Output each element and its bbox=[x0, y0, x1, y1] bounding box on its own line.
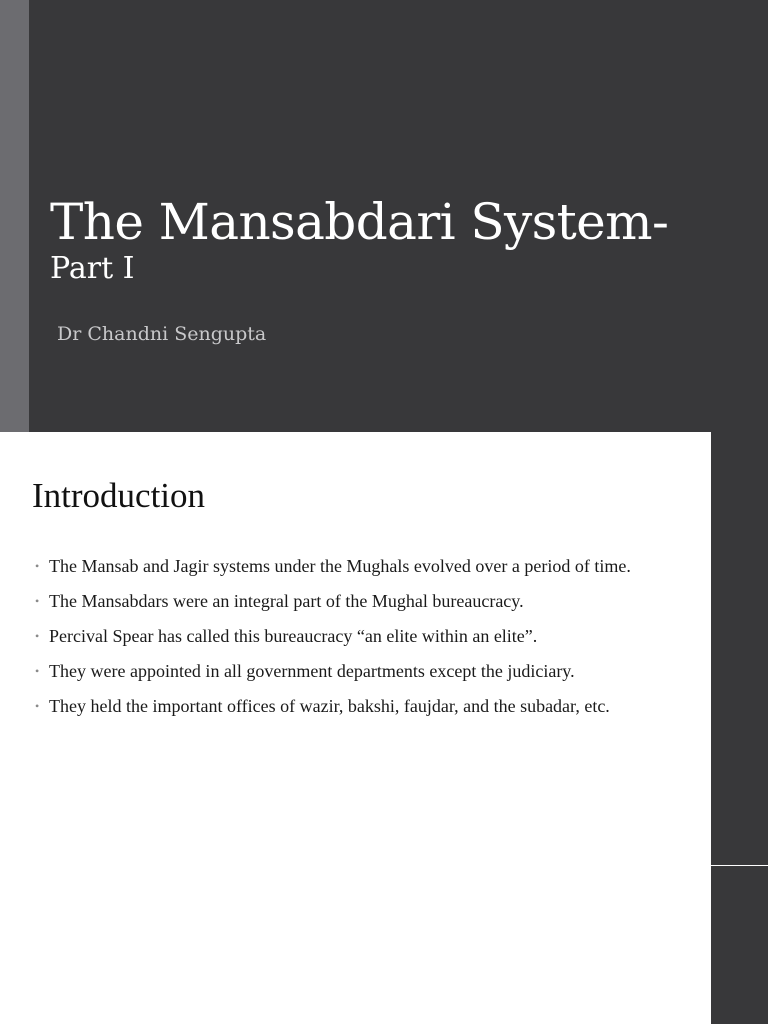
bullet-text: Percival Spear has called this bureaucracy “an elite within an elite”. bbox=[49, 626, 538, 646]
introduction-slide-side-bar-lower bbox=[711, 866, 768, 1024]
title-slide-accent-bar bbox=[0, 0, 29, 432]
introduction-slide bbox=[0, 432, 768, 1024]
title-slide bbox=[0, 0, 768, 432]
bullet-item bbox=[32, 695, 672, 718]
bullet-item bbox=[32, 555, 672, 578]
slide-title: The Mansabdari System- bbox=[50, 193, 669, 251]
bullet-list bbox=[32, 555, 672, 730]
bullet-text: They held the important offices of wazir, bakshi, faujdar, and the subadar, etc. bbox=[49, 696, 610, 716]
slide-subtitle-author: Dr Chandni Sengupta bbox=[57, 323, 267, 345]
bullet-icon: • bbox=[35, 699, 40, 713]
bullet-icon: • bbox=[35, 594, 40, 608]
bullet-text: The Mansab and Jagir systems under the Mughals evolved over a period of time. bbox=[49, 556, 631, 576]
bullet-icon: • bbox=[35, 559, 40, 573]
bullet-text: They were appointed in all government departments except the judiciary. bbox=[49, 661, 575, 681]
bullet-text: The Mansabdars were an integral part of the Mughal bureaucracy. bbox=[49, 591, 524, 611]
bullet-item bbox=[32, 625, 672, 648]
slide-heading: Introduction bbox=[32, 476, 206, 515]
bullet-item bbox=[32, 590, 672, 613]
slide-title-part: Part I bbox=[50, 251, 135, 286]
introduction-slide-side-bar bbox=[711, 432, 768, 865]
bullet-item bbox=[32, 660, 672, 683]
bullet-icon: • bbox=[35, 664, 40, 678]
bullet-icon: • bbox=[35, 629, 40, 643]
